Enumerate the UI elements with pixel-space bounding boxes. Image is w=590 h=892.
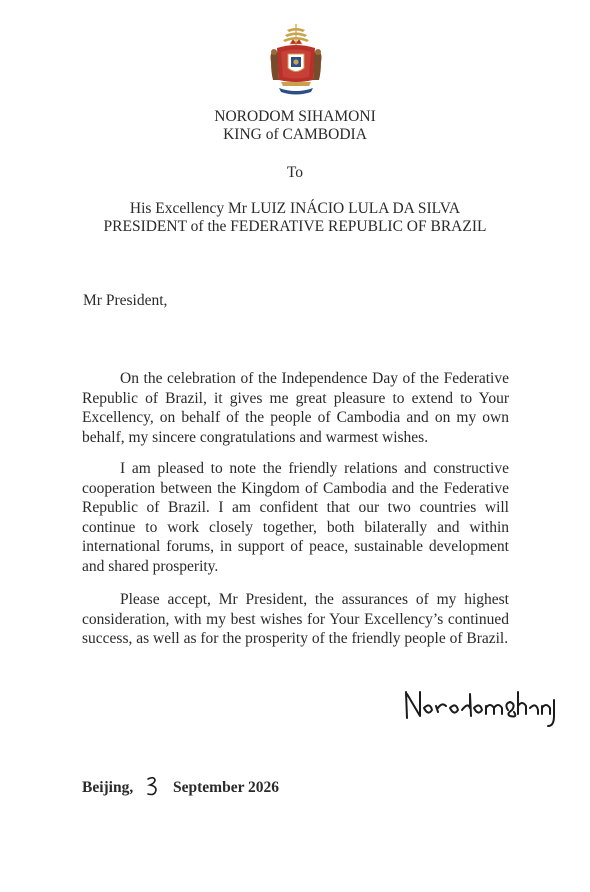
dateline-day	[141, 775, 163, 798]
recipient-name: His Excellency Mr LUIZ INÁCIO LULA DA SILVA	[129, 200, 461, 217]
dateline-place: Beijing,	[82, 779, 134, 796]
dateline	[82, 775, 279, 798]
sender-title: KING of CAMBODIA	[223, 126, 367, 143]
recipient-title: PRESIDENT of the FEDERATIVE REPUBLIC OF BRAZIL	[103, 218, 487, 235]
motto-ribbon	[279, 88, 313, 95]
elephant-supporter-right	[313, 49, 322, 80]
body-paragraph-1: On the celebration of the Independence Day of the Federative Republic of Brazil, it gives me great pleasure to extend to Your Excellency, on behalf of the people of Cambodia and on my own behalf, my sincere congratulations and warmest wishes.	[82, 370, 509, 446]
handwritten-signature	[400, 682, 560, 732]
sender-name: NORODOM SIHAMONI	[214, 108, 376, 125]
salutation: Mr President,	[83, 292, 168, 309]
dateline-month-year: September 2026	[173, 779, 280, 796]
body-paragraph-2: I am pleased to note the friendly relations and constructive cooperation between the Kingdom of Cambodia and the Federative Republic of Brazil. I am confident that our two countries will continue to work closely together, both bilaterally and within international forums, in support of peace, sustainable development and shared prosperity.	[82, 460, 509, 575]
to-label: To	[286, 164, 304, 181]
handwritten-day-3	[145, 775, 159, 797]
lion-supporter-left	[271, 49, 280, 80]
body-paragraph-3: Please accept, Mr President, the assurances of my highest consideration, with my best wishes for Your Excellency’s continued success, as well as for the prosperity of the friendly people of Brazil.	[82, 591, 509, 648]
royal-coat-of-arms	[263, 22, 329, 96]
